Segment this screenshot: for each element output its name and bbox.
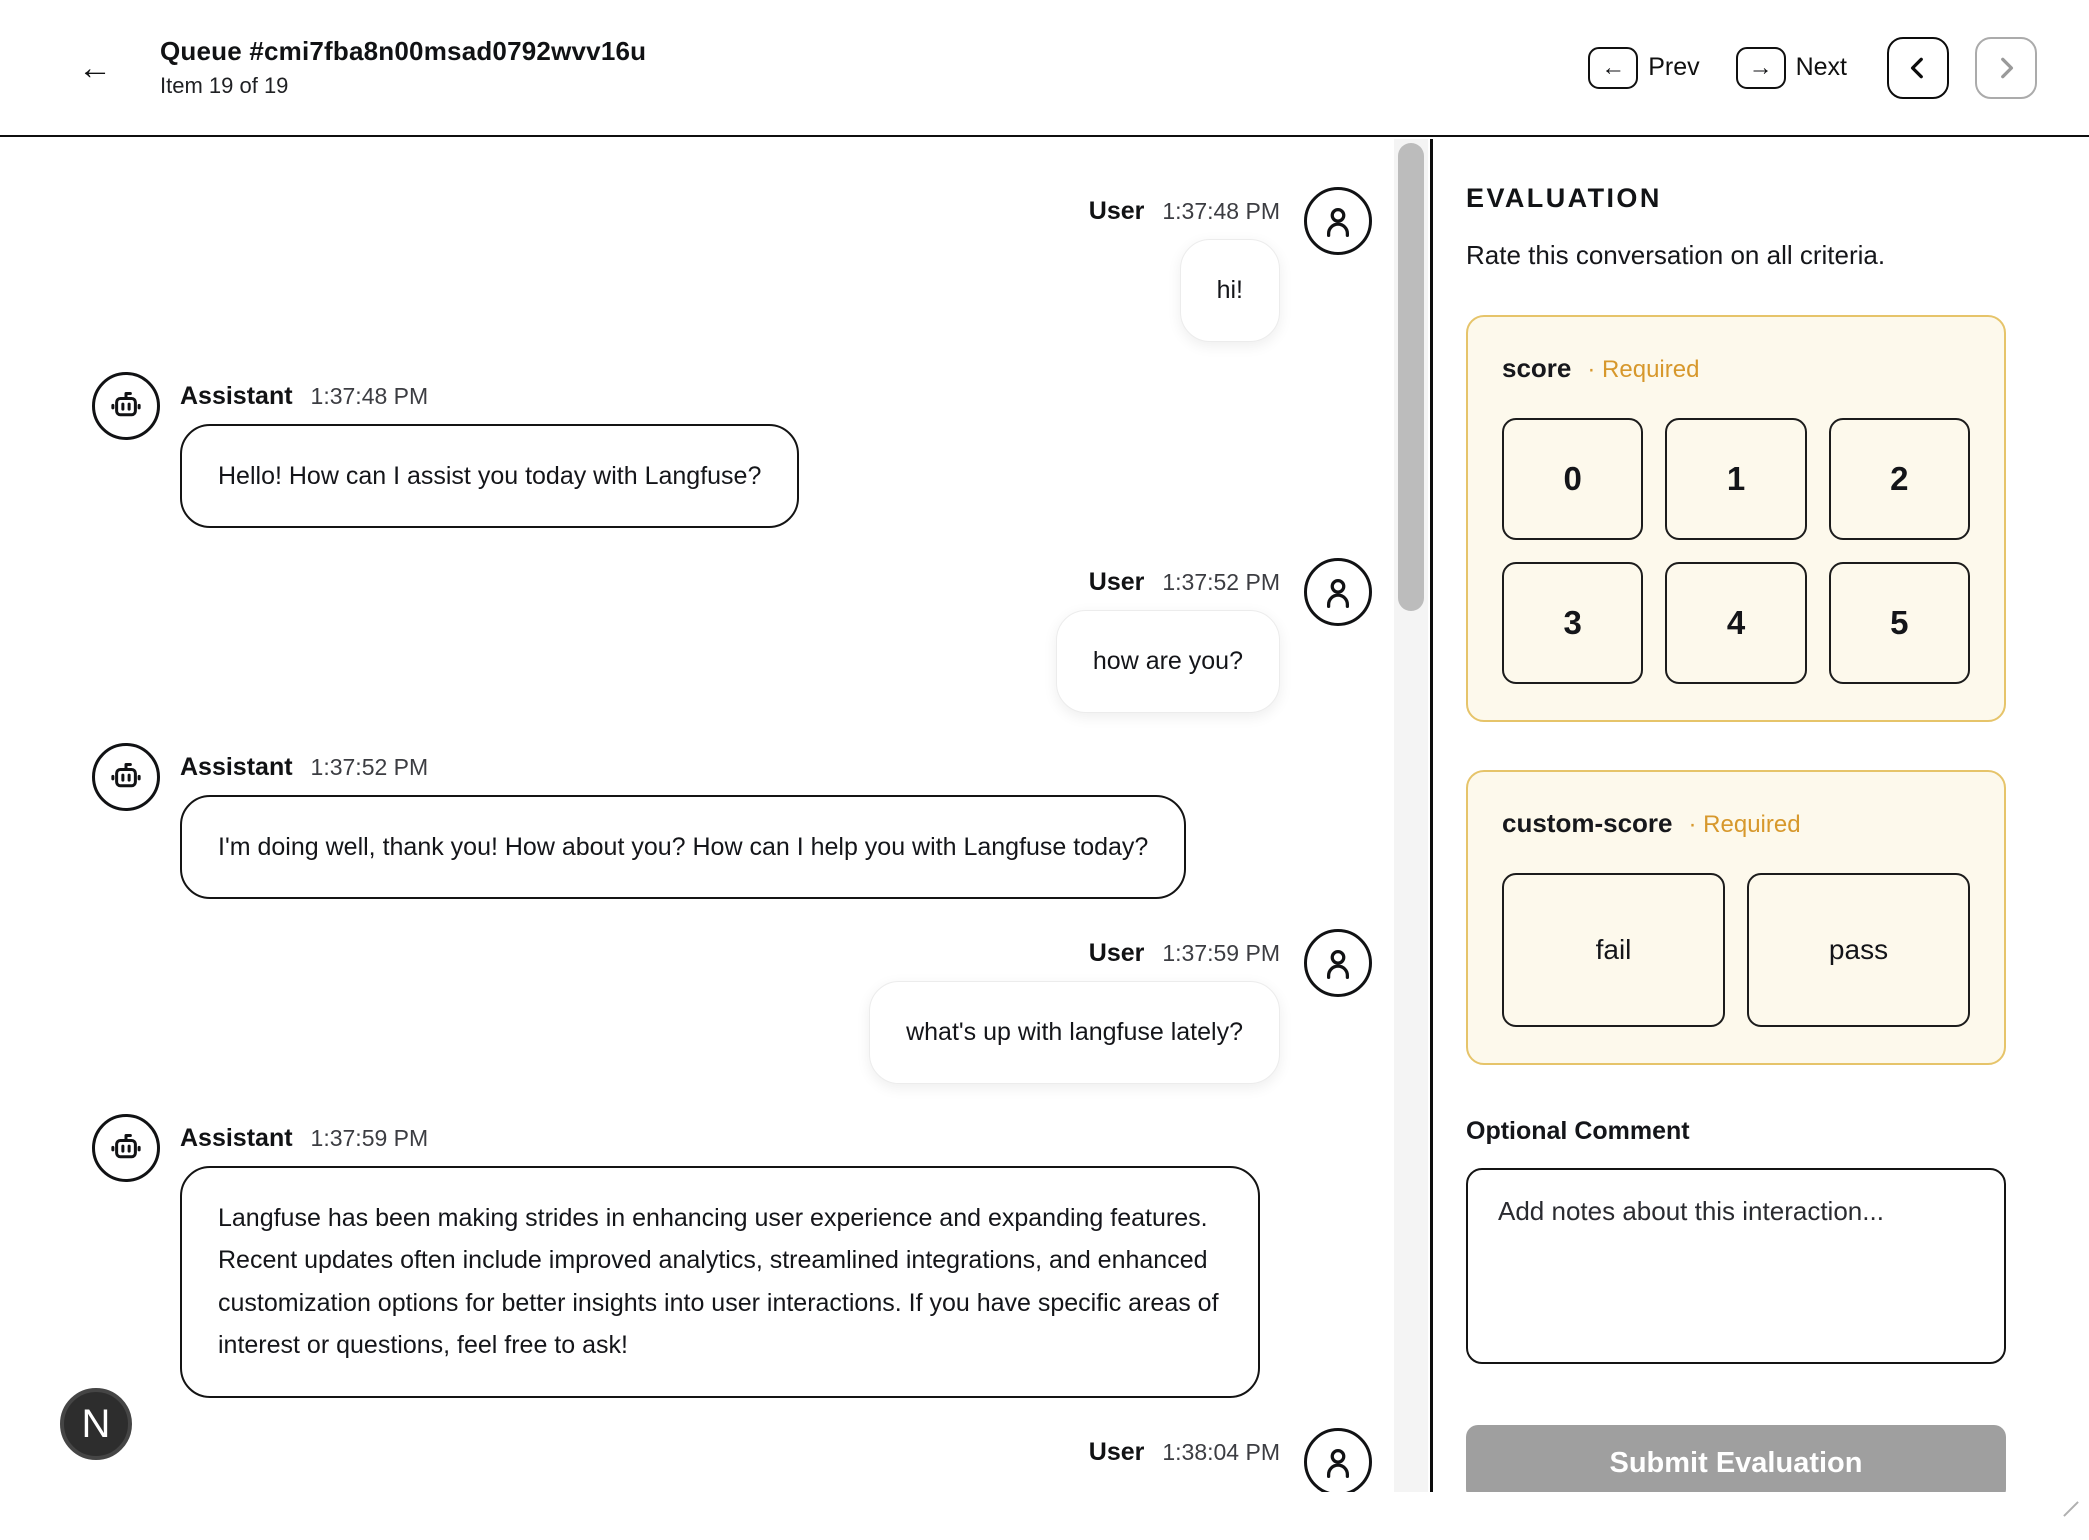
chat-message: [92, 939, 1372, 1084]
assistant-avatar: [92, 372, 160, 440]
option-fail-button[interactable]: fail: [1502, 873, 1725, 1027]
user-avatar: [1304, 558, 1372, 626]
criterion-header: [1502, 808, 1970, 839]
evaluation-panel: [1433, 139, 2089, 1492]
dev-indicator-badge[interactable]: N: [60, 1388, 132, 1460]
criteria-cards: [1466, 315, 2006, 1065]
item-counter: Item 19 of 19: [160, 73, 289, 98]
message-body: [180, 1124, 1260, 1398]
user-avatar: [1304, 1428, 1372, 1493]
chat-message: [92, 753, 1372, 900]
option-5-button[interactable]: 5: [1829, 562, 1970, 684]
message-body: [180, 382, 799, 529]
message-header: [1089, 1438, 1280, 1467]
message-role: User: [1088, 197, 1145, 225]
message-bubble: how are you?: [1056, 610, 1280, 713]
criterion-name: score: [1502, 353, 1572, 383]
chat-message: [92, 1124, 1372, 1398]
user-avatar: [1304, 187, 1372, 255]
user-icon: [1318, 943, 1358, 983]
next-label: Next: [1795, 53, 1847, 81]
prev-label: Prev: [1648, 53, 1700, 81]
message-role: User: [1088, 939, 1145, 967]
chat-message: [92, 382, 1372, 529]
evaluation-subtitle: Rate this conversation on all criteria.: [1466, 240, 1886, 270]
chat-message: [92, 568, 1372, 713]
chevron-right-icon: [1993, 55, 2019, 81]
message-header: [1089, 197, 1280, 226]
user-icon: [1318, 572, 1358, 612]
arrow-left-icon: ←: [1588, 47, 1638, 89]
chat-message: [92, 197, 1372, 342]
title-block: [160, 36, 646, 99]
message-bubble: hi!: [1180, 239, 1280, 342]
chat-scrollbar-track[interactable]: [1394, 139, 1428, 1492]
bot-icon: [106, 757, 146, 797]
user-icon: [1318, 1442, 1358, 1482]
resize-grip[interactable]: [2061, 1490, 2083, 1512]
user-avatar: [1304, 929, 1372, 997]
user-icon: [1318, 201, 1358, 241]
message-header: [1089, 568, 1280, 597]
message-header: [180, 382, 428, 411]
page-title: Queue #cmi7fba8n00msad0792wvv16u: [160, 36, 647, 66]
message-timestamp: 1:38:04 PM: [1162, 1438, 1280, 1465]
option-4-button[interactable]: 4: [1665, 562, 1806, 684]
bot-icon: [106, 386, 146, 426]
message-timestamp: 1:37:59 PM: [1162, 940, 1280, 966]
message-timestamp: 1:37:59 PM: [310, 1124, 429, 1151]
header: [0, 0, 2089, 137]
chat-messages: [92, 197, 1372, 1492]
submit-evaluation-button[interactable]: Submit Evaluation: [1466, 1425, 2006, 1492]
message-role: Assistant: [180, 752, 293, 781]
message-body: [180, 753, 1186, 900]
message-role: Assistant: [180, 381, 293, 410]
comment-input[interactable]: [1466, 1168, 2006, 1364]
message-role: User: [1088, 1437, 1145, 1466]
option-2-button[interactable]: 2: [1829, 418, 1970, 540]
back-button[interactable]: ←: [70, 43, 120, 93]
evaluation-title: EVALUATION: [1466, 183, 1662, 213]
message-body: [1056, 568, 1280, 713]
message-role: User: [1088, 568, 1145, 596]
criterion-card: [1466, 770, 2006, 1065]
message-bubble: what's up with langfuse lately?: [869, 981, 1280, 1084]
assistant-avatar: [92, 743, 160, 811]
comment-label: Optional Comment: [1466, 1117, 1690, 1145]
criterion-card: [1466, 315, 2006, 722]
message-header: [1089, 939, 1280, 968]
message-body: [869, 939, 1280, 1084]
message-bubble: Hello! How can I assist you today with Langfuse?: [180, 424, 799, 529]
message-timestamp: 1:37:48 PM: [310, 382, 429, 409]
option-pass-button[interactable]: pass: [1747, 873, 1970, 1027]
required-badge: · Required: [1688, 811, 1801, 838]
criterion-header: [1502, 353, 1970, 384]
assistant-avatar: [92, 1114, 160, 1182]
message-timestamp: 1:37:52 PM: [310, 753, 429, 780]
criterion-options: [1502, 873, 1970, 1027]
collapse-panel-button[interactable]: [1887, 37, 1949, 99]
option-0-button[interactable]: 0: [1502, 418, 1643, 540]
option-1-button[interactable]: 1: [1665, 418, 1806, 540]
criterion-options: [1502, 418, 1970, 684]
criterion-name: custom-score: [1502, 808, 1673, 838]
arrow-right-icon: →: [1736, 47, 1786, 89]
option-3-button[interactable]: 3: [1502, 562, 1643, 684]
bot-icon: [106, 1128, 146, 1168]
message-body: [1089, 1438, 1280, 1467]
message-body: [1089, 197, 1280, 342]
message-bubble: I'm doing well, thank you! How about you? How can I help you with Langfuse today?: [180, 795, 1186, 900]
message-timestamp: 1:37:52 PM: [1162, 569, 1280, 595]
required-badge: · Required: [1587, 356, 1700, 383]
chevron-left-icon: [1905, 55, 1931, 81]
prev-button[interactable]: [1588, 47, 1699, 89]
message-header: [180, 753, 428, 782]
message-bubble: Langfuse has been making strides in enhancing user experience and expanding features. Recent updates often include improved analytics, streamlined integrations, and enhanced customization options for better insights into user interactions. If you have specific areas of interest or questions, feel free to ask!: [180, 1166, 1260, 1398]
message-timestamp: 1:37:48 PM: [1162, 198, 1280, 224]
header-actions: [1588, 37, 2037, 99]
expand-panel-button[interactable]: [1975, 37, 2037, 99]
message-role: Assistant: [180, 1123, 293, 1152]
next-button[interactable]: [1736, 47, 1847, 89]
message-header: [180, 1124, 428, 1153]
chat-scrollbar-thumb[interactable]: [1398, 143, 1424, 611]
chat-message: [92, 1438, 1372, 1493]
chat-viewport: [0, 139, 1392, 1492]
